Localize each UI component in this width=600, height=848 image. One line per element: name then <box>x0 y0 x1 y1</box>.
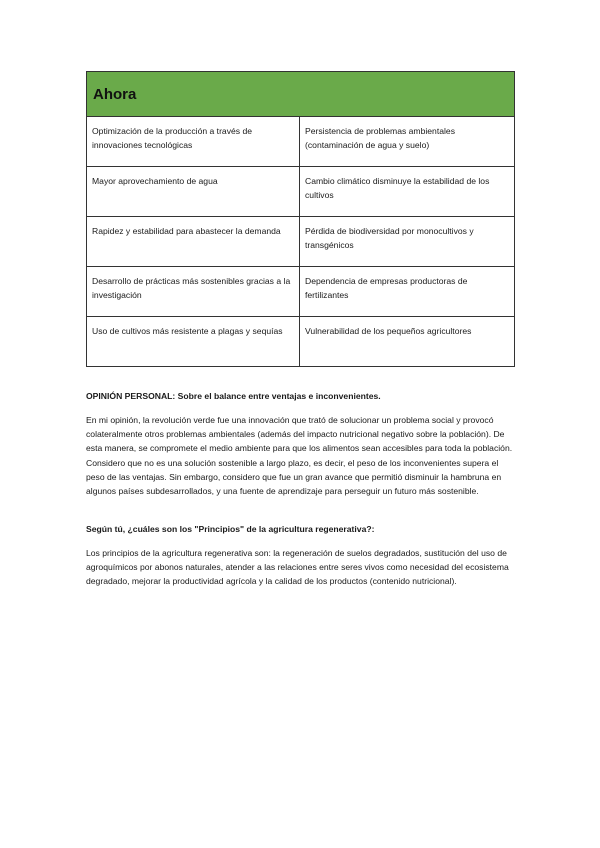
opinion-heading: OPINIÓN PERSONAL: Sobre el balance entre ventajas e inconvenientes. <box>86 391 381 401</box>
advantage-cell: Mayor aprovechamiento de agua <box>87 167 300 217</box>
table-header-row <box>87 72 515 117</box>
principles-paragraph: Los principios de la agricultura regenerativa son: la regeneración de suelos degradados, sustitución del uso de agroquímicos por abonos naturales, atender a las relaciones entre seres vivos como necesidad del ecosistema degradado, mejorar la productividad agrícola y la calidad de los productos (contenido nutricional). <box>86 548 509 587</box>
opinion-paragraph: En mi opinión, la revolución verde fue una innovación que trató de solucionar un problema social y provocó colateralmente otros problemas ambientales (además del impacto nutricional negativo sobre la población). De esta manera, se compromete el medio ambiente para que los alimentos sean accesibles para toda la población. Considero que no es una solución sostenible a largo plazo, es decir, el peso de los inconvenientes supera el peso de las ventajas. Sin embargo, considero que fue un gran avance que permitió disminuir la hambruna en algunos países subdesarrollados, y una fuente de aprendizaje para perseguir un futuro más sostenible. <box>86 415 513 497</box>
table-header: Ahora <box>87 72 515 117</box>
advantage-cell: Desarrollo de prácticas más sostenibles gracias a la investigación <box>87 267 300 317</box>
comparison-table <box>86 71 515 367</box>
principles-heading: Según tú, ¿cuáles son los "Principios" de la agricultura regenerativa?: <box>86 524 375 534</box>
table-row <box>87 117 515 167</box>
disadvantage-cell: Cambio climático disminuye la estabilidad de los cultivos <box>300 167 515 217</box>
disadvantage-cell: Dependencia de empresas productoras de fertilizantes <box>300 267 515 317</box>
disadvantage-cell: Vulnerabilidad de los pequeños agricultores <box>300 317 515 367</box>
table-row <box>87 267 515 317</box>
disadvantage-cell: Pérdida de biodiversidad por monocultivos y transgénicos <box>300 217 515 267</box>
table-row <box>87 317 515 367</box>
advantage-cell: Rapidez y estabilidad para abastecer la demanda <box>87 217 300 267</box>
advantage-cell: Optimización de la producción a través de innovaciones tecnológicas <box>87 117 300 167</box>
table-row <box>87 217 515 267</box>
disadvantage-cell: Persistencia de problemas ambientales (contaminación de agua y suelo) <box>300 117 515 167</box>
table-row <box>87 167 515 217</box>
advantage-cell: Uso de cultivos más resistente a plagas y sequías <box>87 317 300 367</box>
